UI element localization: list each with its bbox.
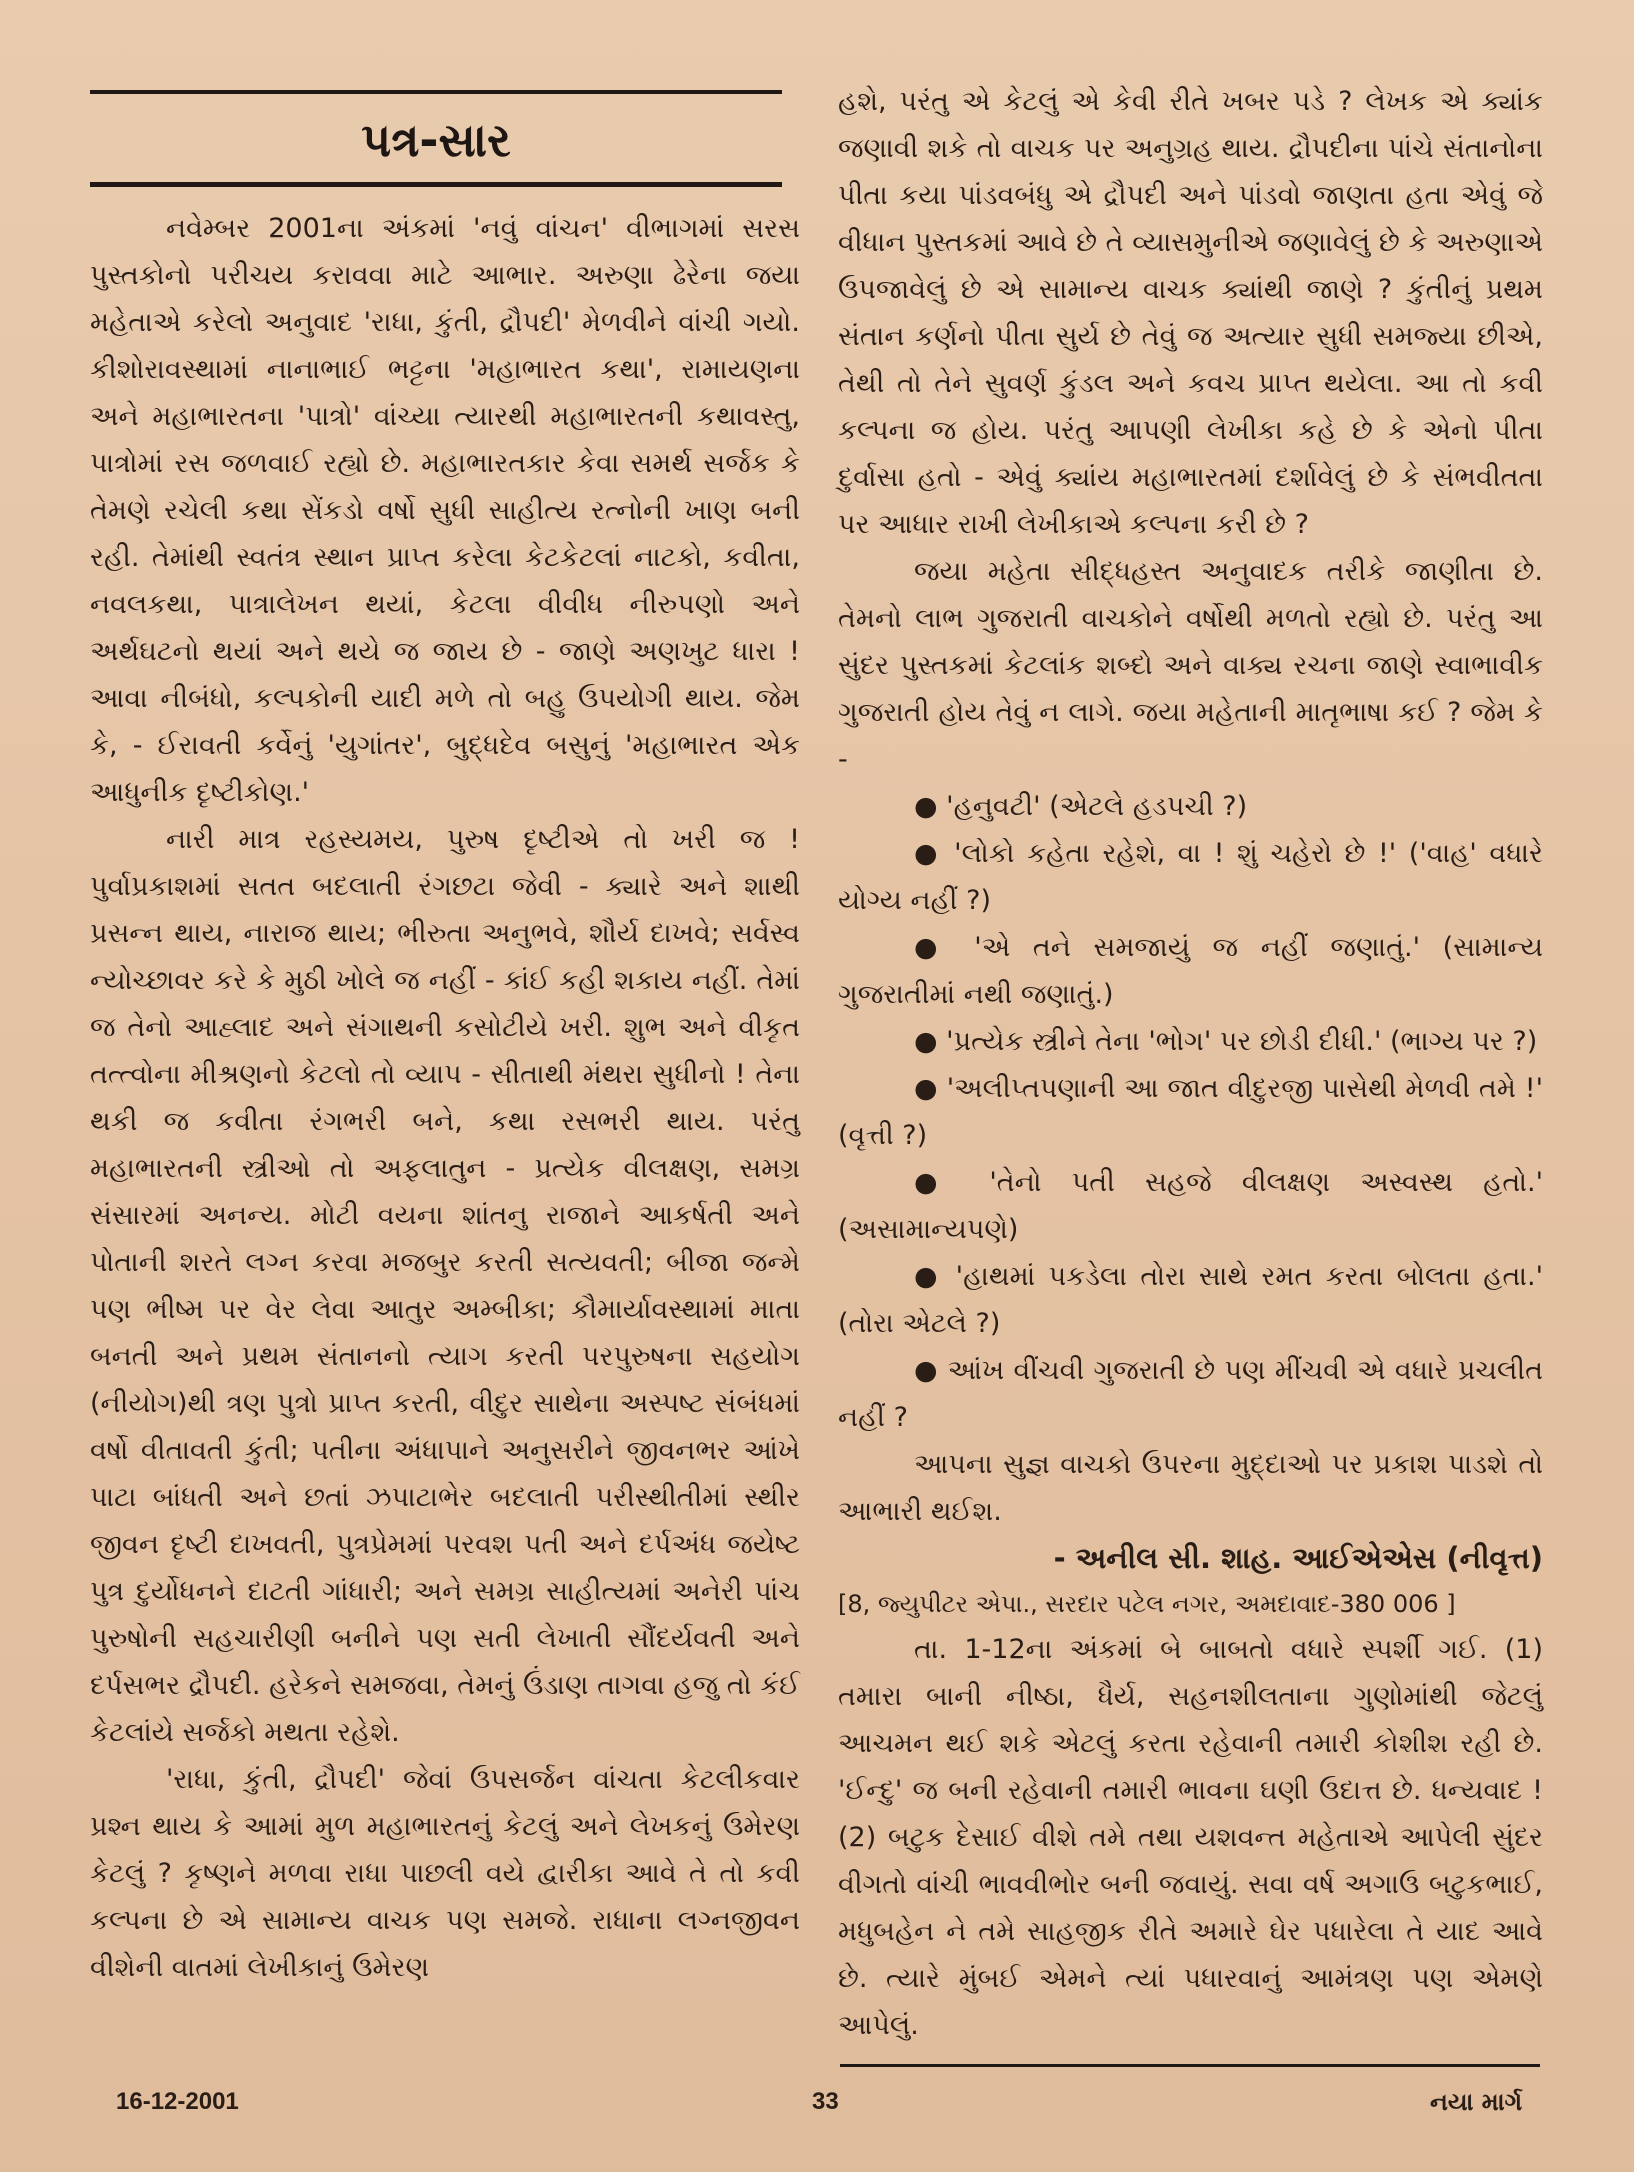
letter-paragraph-translation: જયા મહેતા સીદ્ધહસ્ત અનુવાદક તરીકે જાણીતા છે. તેમનો લાભ ગુજરાતી વાચકોને વર્ષોથી મળતો રહ્યો છે. પરંતુ આ સુંદર પુસ્તકમાં કેટલાંક શબ્દો અને વાક્ય રચના જાણે સ્વાભાવીક ગુજરાતી હોય તેવું ન લાગે. જયા મહેતાની માતૃભાષા કઈ ? જેમ કે - — [838, 556, 1543, 775]
letter-signature: - અનીલ સી. શાહ. આઈએએસ (નીવૃત્ત) — [1053, 1541, 1543, 1575]
letter-address: [8, જ્યુપીટર એપા., સરદાર પટેલ નગર, અમદાવાદ-380 006 ] — [838, 1590, 1456, 1618]
example-bullet: ● 'તેનો પતી સહજે વીલક્ષણ અસ્વસ્થ હતો.' (અસામાન્યપણે) — [838, 1167, 1543, 1245]
example-bullet: ● 'લોકો કહેતા રહેશે, વા ! શું ચહેરો છે !' ('વાહ' વધારે યોગ્ય નહીં ?) — [838, 838, 1543, 916]
letter-paragraph-3: 'રાધા, કુંતી, દ્રૌપદી' જેવાં ઉપસર્જન વાંચતા કેટલીકવાર પ્રશ્ન થાય કે આમાં મુળ મહાભારતનું કેટલું અને લેખકનું ઉમેરણ કેટલું ? કૃષ્ણને મળવા રાધા પાછલી વયે દ્વારીકા આવે તે તો કવી કલ્પના છે એ સામાન્ય વાચક પણ સમજે. રાધાના લગ્નજીવન વીશેની વાતમાં લેખીકાનું ઉમેરણ — [90, 1764, 800, 1983]
example-bullet: ● 'અલીપ્તપણાની આ જાત વીદુરજી પાસેથી મેળવી તમે !' (વૃત્તી ?) — [838, 1073, 1543, 1151]
example-bullet: ● 'પ્રત્યેક સ્ત્રીને તેના 'ભોગ' પર છોડી દીધી.' (ભાગ્ય પર ?) — [914, 1026, 1538, 1057]
heading-bottom-rule — [90, 182, 782, 187]
letter-paragraph-continued: હશે, પરંતુ એ કેટલું એ કેવી રીતે ખબર પડે ? લેખક એ ક્યાંક જણાવી શકે તો વાચક પર અનુગ્રહ થાય. દ્રૌપદીના પાંચે સંતાનોના પીતા કયા પાંડવબંધુ એ દ્રૌપદી અને પાંડવો જાણતા હતા એવું જે વીધાન પુસ્તકમાં આવે છે તે વ્યાસમુનીએ જણાવેલું છે કે અરુણાએ ઉપજાવેલું છે એ સામાન્ય વાચક ક્યાંથી જાણે ? કુંતીનું પ્રથમ સંતાન કર્ણનો પીતા સુર્ય છે તેવું જ અત્યાર સુધી સમજ્યા છીએ, તેથી તો તેને સુવર્ણ કુંડલ અને કવચ પ્રાપ્ત થયેલા. આ તો કવી કલ્પના જ હોય. પરંતુ આપણી લેખીકા કહે છે કે એનો પીતા દુર્વાસા હતો - એવું ક્યાંય મહાભારતમાં દર્શાવેલું છે કે સંભવીતતા પર આધાર રાખી લેખીકાએ કલ્પના કરી છે ? — [838, 86, 1543, 540]
example-bullet: ● 'હાથમાં પકડેલા તોરા સાથે રમત કરતા બોલતા હતા.' (તોરા એટલે ?) — [838, 1261, 1543, 1339]
footer-rule — [840, 2064, 1540, 2067]
section-heading: પત્ર-સાર — [361, 113, 511, 167]
heading-top-rule — [90, 90, 782, 94]
example-bullet: ● આંખ વીંચવી ગુજરાતી છે પણ મીંચવી એ વધારે પ્રચલીત નહીં ? — [838, 1355, 1543, 1433]
footer-magazine-name: નયા માર્ગ — [1430, 2088, 1523, 2116]
left-column — [90, 205, 800, 1991]
example-bullet: ● 'એ તને સમજાયું જ નહીં જણાતું.' (સામાન્ય ગુજરાતીમાં નથી જણાતું.) — [838, 932, 1543, 1010]
letter-paragraph-second: તા. 1-12ના અંકમાં બે બાબતો વધારે સ્પર્શી ગઈ. (1) તમારા બાની નીષ્ઠા, ધૈર્ય, સહનશીલતાના ગુણોમાંથી જેટલું આચમન થઈ શકે એટલું કરતા રહેવાની તમારી કોશીશ રહી છે. 'ઈન્દુ' જ બની રહેવાની તમારી ભાવના ઘણી ઉદાત્ત છે. ધન્યવાદ ! (2) બટુક દેસાઈ વીશે તમે તથા યશવન્ત મહેતાએ આપેલી સુંદર વીગતો વાંચી ભાવવીભોર બની જવાયું. સવા વર્ષ અગાઉ બટુકભાઈ, મધુબહેન ને તમે સાહજીક રીતે અમારે ઘેર પધારેલા તે યાદ આવે છે. ત્યારે મુંબઈ એમને ત્યાં પધારવાનું આમંત્રણ પણ એમણે આપેલું. — [838, 1634, 1543, 2041]
letter-closing: આપના સુજ્ઞ વાચકો ઉપરના મુદ્દાઓ પર પ્રકાશ પાડશે તો આભારી થઈશ. — [838, 1449, 1543, 1527]
letter-paragraph-2: નારી માત્ર રહસ્યમય, પુરુષ દૃષ્ટીએ તો ખરી જ ! પુર્વાપ્રકાશમાં સતત બદલાતી રંગછટા જેવી - ક્યારે અને શાથી પ્રસન્ન થાય, નારાજ થાય; ભીરુતા અનુભવે, શૌર્ય દાખવે; સર્વસ્વ ન્યોચ્છાવર કરે કે મુઠી ખોલે જ નહીં - કાંઈ કહી શકાય નહીં. તેમાં જ તેનો આહ્લાદ અને સંગાથની કસોટીયે ખરી. શુભ અને વીકૃત તત્ત્વોના મીશ્રણનો કેટલો તો વ્યાપ - સીતાથી મંથરા સુધીનો ! તેના થકી જ કવીતા રંગભરી બને, કથા રસભરી થાય. પરંતુ મહાભારતની સ્ત્રીઓ તો અફલાતુન - પ્રત્યેક વીલક્ષણ, સમગ્ર સંસારમાં અનન્ય. મોટી વયના શાંતનુ રાજાને આકર્ષતી અને પોતાની શરતે લગ્ન કરવા મજબુર કરતી સત્યવતી; બીજા જન્મે પણ ભીષ્મ પર વેર લેવા આતુર અમ્બીકા; કૌમાર્યાવસ્થામાં માતા બનતી અને પ્રથમ સંતાનનો ત્યાગ કરતી પરપુરુષના સહયોગ (નીયોગ)થી ત્રણ પુત્રો પ્રાપ્ત કરતી, વીદુર સાથેના અસ્પષ્ટ સંબંધમાં વર્ષો વીતાવતી કુંતી; પતીના અંધાપાને અનુસરીને જીવનભર આંખે પાટા બાંધતી અને છતાં ઝપાટાભેર બદલાતી પરીસ્થીતીમાં સ્થીર જીવન દૃષ્ટી દાખવતી, પુત્રપ્રેમમાં પરવશ પતી અને દર્પઅંધ જયેષ્ટ પુત્ર દુર્યોધનને દાટતી ગાંધારી; અને સમગ્ર સાહીત્યમાં અનેરી પાંચ પુરુષોની સહચારીણી બનીને પણ સતી લેખાતી સૌંદર્યવતી અને દર્પસભર દ્રૌપદી. હરેકને સમજવા, તેમનું ઉંડાણ તાગવા હજુ તો કંઈ કેટલાંયે સર્જકો મથતા રહેશે. — [90, 824, 800, 1748]
right-column — [838, 78, 1543, 2049]
footer-date: 16-12-2001 — [116, 2088, 239, 2115]
letter-paragraph-1: નવેમ્બર 2001ના અંકમાં 'નવું વાંચન' વીભાગમાં સરસ પુસ્તકોનો પરીચય કરાવવા માટે આભાર. અરુણા ઢેરેના જયા મહેતાએ કરેલો અનુવાદ 'રાધા, કુંતી, દ્રૌપદી' મેળવીને વાંચી ગયો. કીશોરાવસ્થામાં નાનાભાઈ ભટ્ટના 'મહાભારત કથા', રામાયણના અને મહાભારતના 'પાત્રો' વાંચ્યા ત્યારથી મહાભારતની કથાવસ્તુ, પાત્રોમાં રસ જળવાઈ રહ્યો છે. મહાભારતકાર કેવા સમર્થ સર્જક કે તેમણે રચેલી કથા સેંકડો વર્ષો સુધી સાહીત્ય રત્નોની ખાણ બની રહી. તેમાંથી સ્વતંત્ર સ્થાન પ્રાપ્ત કરેલા કેટકેટલાં નાટકો, કવીતા, નવલકથા, પાત્રાલેખન થયાં, કેટલા વીવીધ નીરુપણો અને અર્થઘટનો થયાં અને થયે જ જાય છે - જાણે અણખુટ ધારા ! આવા નીબંધો, કલ્પકોની યાદી મળે તો બહુ ઉપયોગી થાય. જેમ કે, - ઈરાવતી કર્વેનું 'યુગાંતર', બુદ્ધદેવ બસુનું 'મહાભારત એક આધુનીક દૃષ્ટીકોણ.' — [90, 213, 800, 808]
example-bullet: ● 'હનુવટી' (એટલે હડપચી ?) — [914, 791, 1248, 822]
footer-page-number: 33 — [812, 2088, 839, 2115]
